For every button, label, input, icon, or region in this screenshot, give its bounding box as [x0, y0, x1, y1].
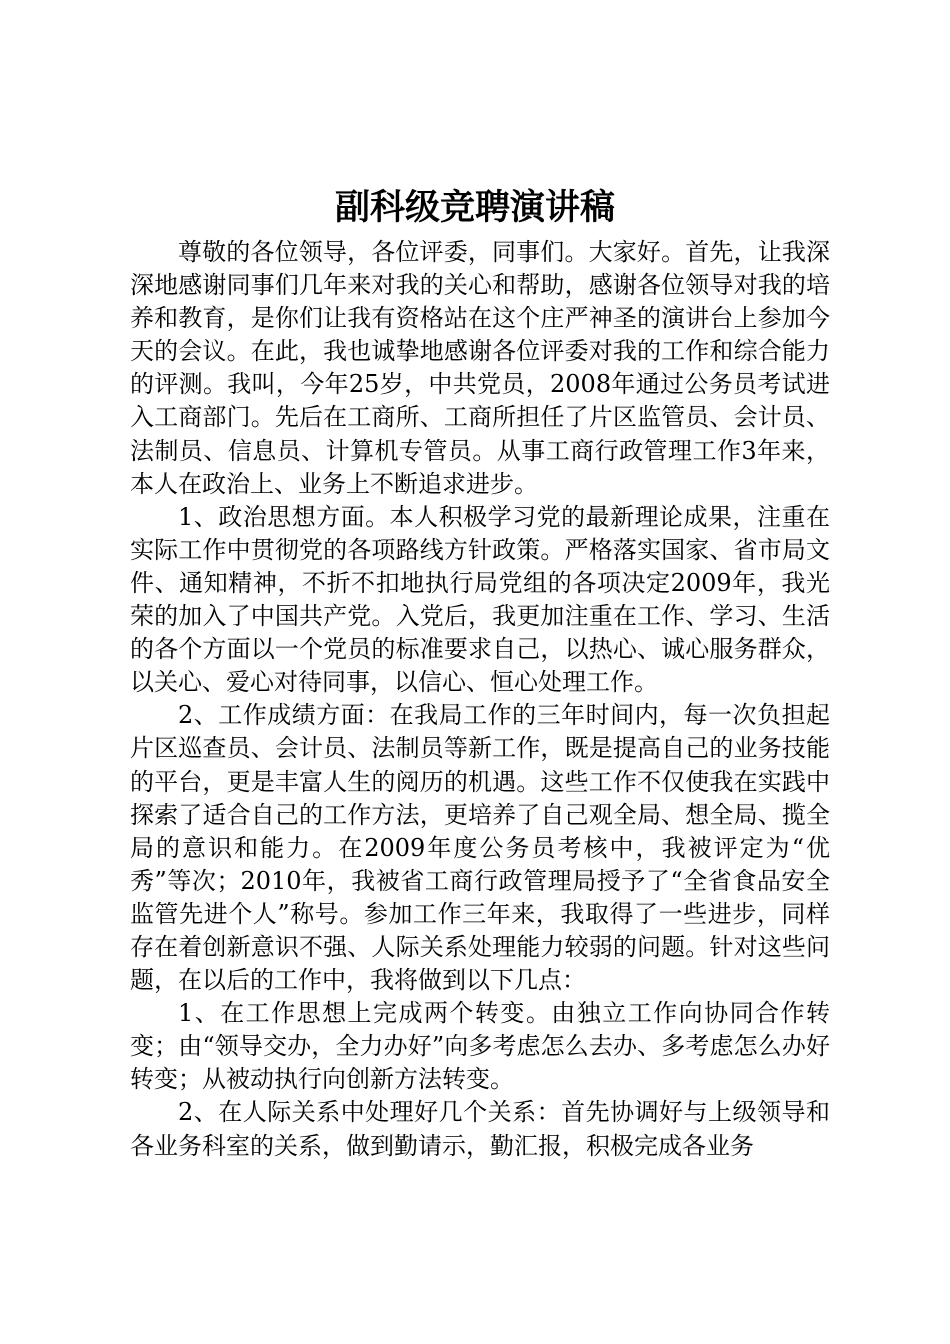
paragraph-political: 1、政治思想方面。本人积极学习党的最新理论成果，注重在实际工作中贯彻党的各项路线方针政策。严格落实国家、省市局文件、通知精神，不折不扣地执行局党组的各项决定2009年，我光荣的加入了中国共产党。入党后，我更加注重在工作、学习、生活的各个方面以一个党员的标准要求自己，以热心、诚心服务群众，以关心、爱心对待同事，以信心、恒心处理工作。	[130, 502, 830, 697]
paragraph-plan-2: 2、在人际关系中处理好几个关系：首先协调好与上级领导和各业务科室的关系，做到勤请示，勤汇报，积极完成各业务	[130, 1098, 830, 1160]
document-title: 副科级竞聘演讲稿	[334, 187, 615, 228]
paragraph-achievements: 2、工作成绩方面：在我局工作的三年时间内，每一次负担起片区巡查员、会计员、法制员等新工作，既是提高自己的业务技能的平台，更是丰富人生的阅历的机遇。这些工作不仅使我在实践中探索了适合自己的工作方法，更培养了自己观全局、想全局、揽全局的意识和能力。在2009年度公务员考核中，我被评定为“优秀”等次；2010年，我被省工商行政管理局授予了“全省食品安全监管先进个人”称号。参加工作三年来，我取得了一些进步，同样存在着创新意识不强、人际关系处理能力较弱的问题。针对这些问题，在以后的工作中，我将做到以下几点：	[130, 701, 830, 995]
paragraph-intro: 尊敬的各位领导，各位评委，同事们。大家好。首先，让我深深地感谢同事们几年来对我的关心和帮助，感谢各位领导对我的培养和教育，是你们让我有资格站在这个庄严神圣的演讲台上参加今天的会议。在此，我也诚挚地感谢各位评委对我的工作和综合能力的评测。我叫，今年25岁，中共党员，2008年通过公务员考试进入工商部门。先后在工商所、工商所担任了片区监管员、会计员、法制员、信息员、计算机专管员。从事工商行政管理工作3年来，本人在政治上、业务上不断追求进步。	[130, 238, 830, 498]
document-body	[130, 236, 830, 1163]
paragraph-plan-1: 1、在工作思想上完成两个转变。由独立工作向协同合作转变；由“领导交办，全力办好”向多考虑怎么去办、多考虑怎么办好转变；从被动执行向创新方法转变。	[130, 999, 830, 1094]
